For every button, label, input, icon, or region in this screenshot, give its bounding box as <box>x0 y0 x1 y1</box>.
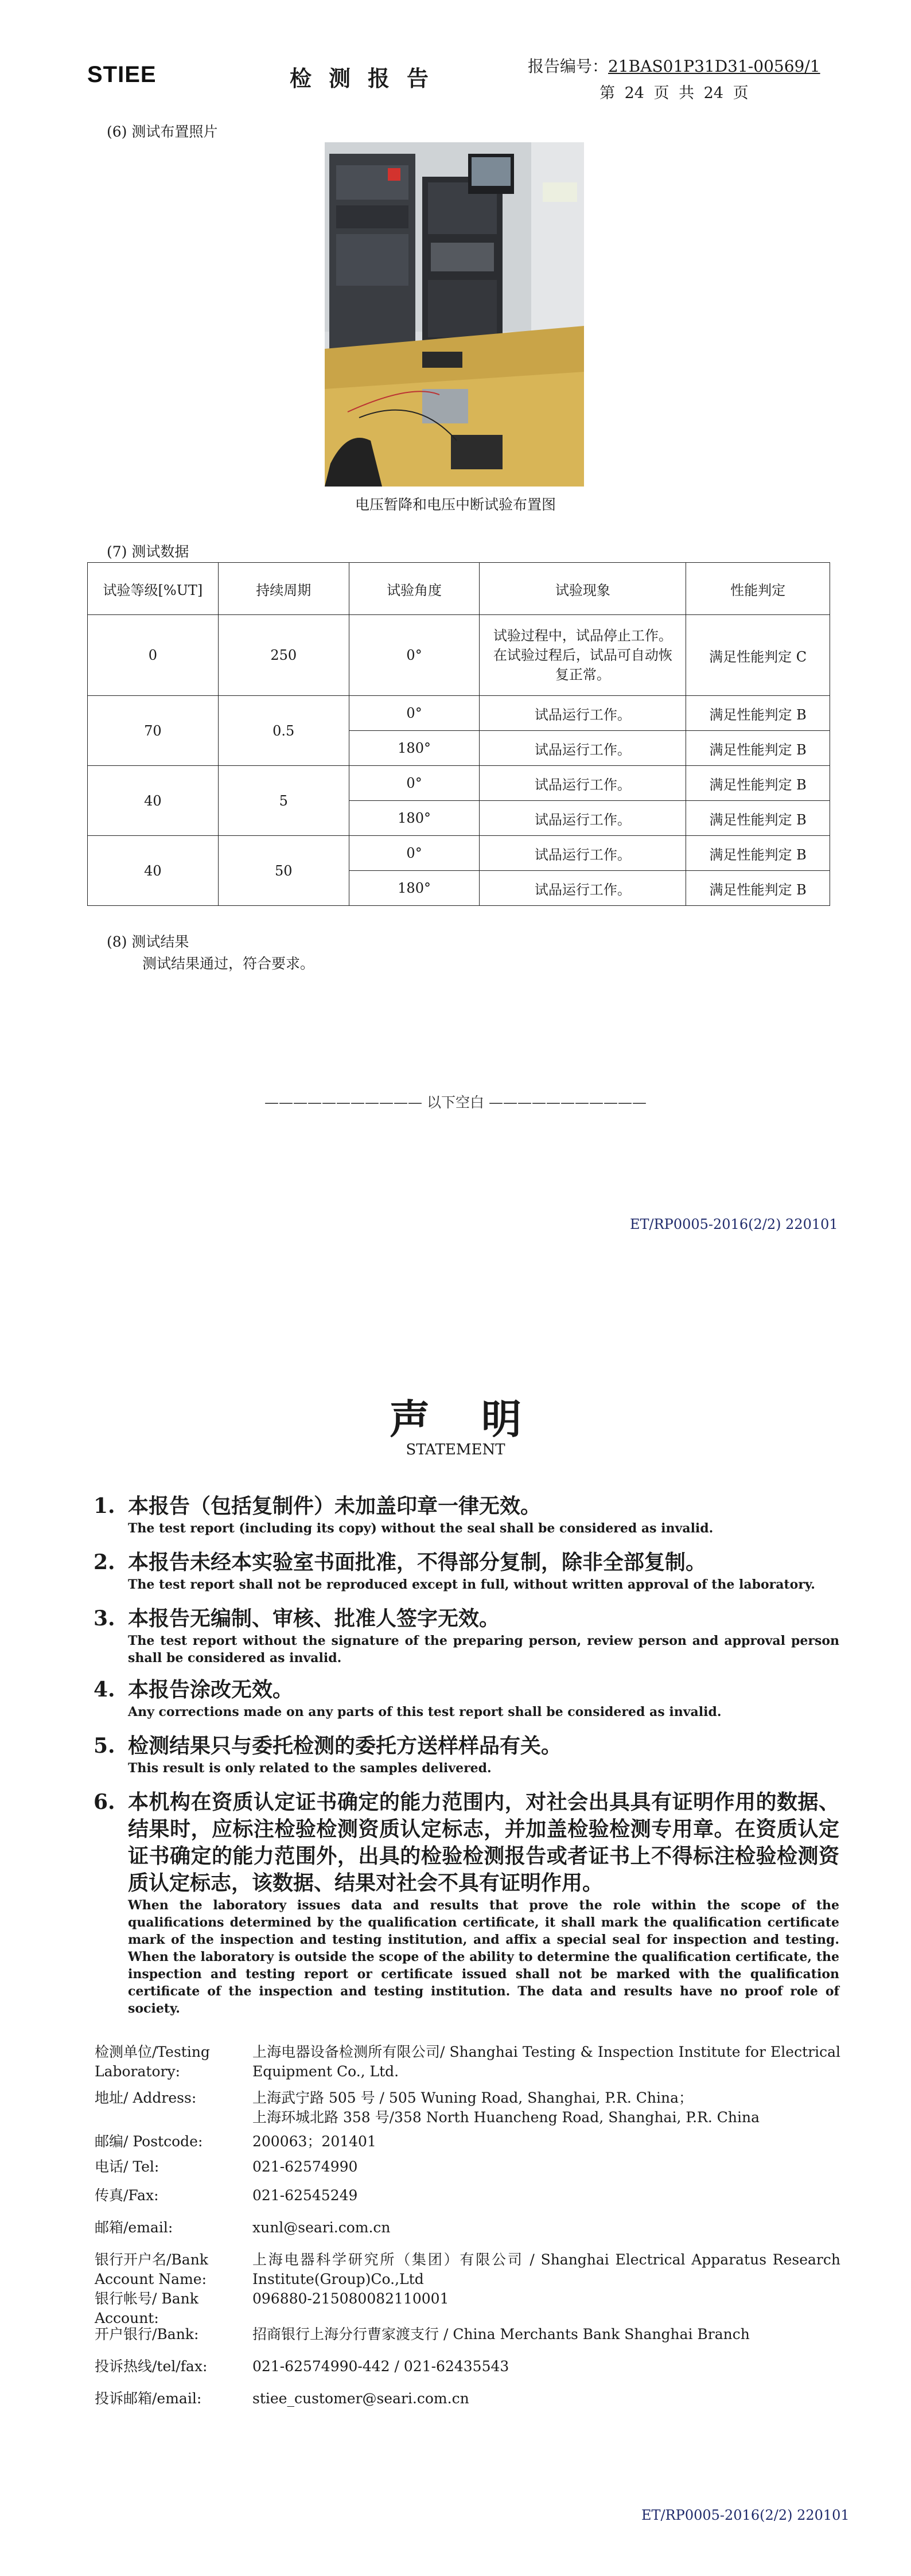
statement-item <box>94 1549 839 1593</box>
item-en: This result is only related to the samples delivered. <box>128 1761 492 1776</box>
table-header: 试验现象 <box>480 563 686 615</box>
contact-label: 投诉热线/tel/fax: <box>95 2358 208 2375</box>
table-row <box>88 696 830 731</box>
statement-item <box>94 1493 839 1537</box>
contact-value: 上海电器设备检测所有限公司/ Shanghai Testing & Inspection Institute for Electrical Equipment Co., Ltd. <box>252 2044 840 2080</box>
item-en: When the laboratory issues data and results that prove the role within the scope of the qualifications determined by the qualification certificate, it shall mark the qualification certificate mark of the inspection and testing institution, and affix a special seal for inspection and testing. When the laboratory is outside the scope of the ability to determine the qualification certificate, the inspection and testing report or certificate issued shall not be marked with the qualification certificate of the inspection and testing institution. The data and results have no proof role of society. <box>128 1898 839 2016</box>
contact-row <box>95 2247 840 2289</box>
blank-below-marker: ——————————— 以下空白 ——————————— <box>264 1094 647 1111</box>
contact-label: 邮箱/email: <box>95 2219 173 2236</box>
table-cell: 满足性能判定 B <box>686 731 830 766</box>
table-header: 性能判定 <box>686 563 830 615</box>
table-cell: 40 <box>88 836 219 906</box>
table-cell: 70 <box>88 696 219 766</box>
table-cell: 满足性能判定 B <box>686 696 830 731</box>
report-number-value: 21BAS01P31D31-00569/1 <box>608 57 820 76</box>
table-cell: 试品运行工作。 <box>480 836 686 871</box>
table-cell: 40 <box>88 766 219 836</box>
table-cell: 试品运行工作。 <box>480 766 686 801</box>
contact-label: 投诉邮箱/email: <box>95 2390 202 2407</box>
contact-label: 邮编/ Postcode: <box>95 2133 203 2150</box>
contact-row <box>95 2042 840 2085</box>
contact-label: 银行帐号/ Bank Account: <box>95 2290 198 2326</box>
item-zh: 本报告未经本实验室书面批准，不得部分复制，除非全部复制。 <box>128 1550 707 1574</box>
item-en: The test report without the signature of the preparing person, review person and approval person shall be considered as invalid. <box>128 1633 839 1666</box>
item-number: 1. <box>94 1494 115 1518</box>
section-8-text: 测试结果通过，符合要求。 <box>142 955 315 972</box>
item-en: The test report (including its copy) without the seal shall be considered as invalid. <box>128 1521 714 1536</box>
statement-item <box>94 1605 839 1667</box>
company-logo: STIEE <box>87 62 157 87</box>
report-title: 检测报告 <box>290 65 446 91</box>
item-number: 5. <box>94 1734 115 1758</box>
contact-label: 银行开户名/Bank Account Name: <box>95 2251 208 2287</box>
table-cell: 满足性能判定 B <box>686 836 830 871</box>
item-number: 2. <box>94 1550 115 1574</box>
contact-row <box>95 2289 840 2326</box>
contact-label: 检测单位/Testing Laboratory: <box>95 2044 210 2080</box>
contact-row <box>95 2322 840 2355</box>
contact-row <box>95 2132 840 2157</box>
table-header: 试验等级[%UT] <box>88 563 219 615</box>
statement-item <box>94 1676 839 1721</box>
section-6-label: (6) 测试布置照片 <box>107 123 218 140</box>
statement-subtitle: STATEMENT <box>406 1441 505 1458</box>
contact-label: 传真/Fax: <box>95 2187 159 2204</box>
contact-info <box>95 2042 840 2417</box>
contact-value: xunl@seari.com.cn <box>252 2219 391 2236</box>
table-cell: 0° <box>349 615 480 696</box>
table-cell: 试验过程中，试品停止工作。在试验过程后，试品可自动恢复正常。 <box>480 615 686 696</box>
table-header-row <box>88 563 830 615</box>
table-cell: 0° <box>349 836 480 871</box>
contact-row <box>95 2215 840 2247</box>
contact-row <box>95 2355 840 2387</box>
table-header: 试验角度 <box>349 563 480 615</box>
contact-value: 096880-215080082110001 <box>252 2290 449 2307</box>
contact-row <box>95 2182 840 2215</box>
table-cell: 180° <box>349 731 480 766</box>
table-row <box>88 766 830 801</box>
table-cell: 试品运行工作。 <box>480 696 686 731</box>
test-data-table <box>87 562 830 906</box>
contact-value: stiee_customer@seari.com.cn <box>252 2390 469 2407</box>
table-cell: 试品运行工作。 <box>480 871 686 906</box>
footer-code: ET/RP0005-2016(2/2) 220101 <box>641 2507 850 2523</box>
table-cell: 5 <box>218 766 349 836</box>
contact-row <box>95 2088 840 2132</box>
contact-row <box>95 2157 840 2182</box>
item-number: 3. <box>94 1606 115 1631</box>
footer-code: ET/RP0005-2016(2/2) 220101 <box>630 1216 838 1232</box>
table-cell: 满足性能判定 B <box>686 801 830 836</box>
table-row <box>88 615 830 696</box>
table-cell: 满足性能判定 C <box>686 615 830 696</box>
contact-value-2: 上海环城北路 358 号/358 North Huancheng Road, Shanghai, P.R. China <box>252 2109 760 2126</box>
contact-label: 开户银行/Bank: <box>95 2326 199 2342</box>
contact-label: 地址/ Address: <box>95 2089 197 2106</box>
contact-row <box>95 2387 840 2417</box>
item-zh: 本报告无编制、审核、批准人签字无效。 <box>128 1606 500 1631</box>
table-cell: 0.5 <box>218 696 349 766</box>
table-cell: 0° <box>349 696 480 731</box>
section-8-label: (8) 测试结果 <box>107 933 189 950</box>
item-en: The test report shall not be reproduced except in full, without written approval of the laboratory. <box>128 1577 815 1592</box>
table-cell: 250 <box>218 615 349 696</box>
table-cell: 满足性能判定 B <box>686 766 830 801</box>
table-header: 持续周期 <box>218 563 349 615</box>
report-number <box>528 54 820 77</box>
photo-caption: 电压暂降和电压中断试验布置图 <box>355 496 556 513</box>
table-cell: 试品运行工作。 <box>480 801 686 836</box>
table-cell: 180° <box>349 801 480 836</box>
item-zh: 检测结果只与委托检测的委托方送样样品有关。 <box>128 1734 562 1758</box>
table-cell: 50 <box>218 836 349 906</box>
report-number-label: 报告编号： <box>528 57 609 76</box>
test-setup-photo <box>325 142 584 487</box>
table-cell: 0 <box>88 615 219 696</box>
item-zh: 本报告涂改无效。 <box>128 1678 294 1702</box>
table-cell: 满足性能判定 B <box>686 871 830 906</box>
statement-item <box>94 1733 839 1777</box>
item-number: 4. <box>94 1678 115 1702</box>
contact-label: 电话/ Tel: <box>95 2158 159 2175</box>
item-zh: 本机构在资质认定证书确定的能力范围内，对社会出具具有证明作用的数据、结果时，应标注检验检测资质认定标志，并加盖检验检测专用章。在资质认定证书确定的能力范围外，出具的检验检测报告或者证书上不得标注检验检测资质认定标志，该数据、结果对社会不具有证明作用。 <box>128 1790 839 1895</box>
statement-item <box>94 1789 839 2017</box>
contact-value: 上海武宁路 505 号 / 505 Wuning Road, Shanghai, P.R. China； <box>252 2089 693 2106</box>
statement-title: 声明 <box>390 1395 573 1443</box>
section-7-label: (7) 测试数据 <box>107 543 189 560</box>
item-zh: 本报告（包括复制件）未加盖印章一律无效。 <box>128 1494 542 1518</box>
contact-value: 021-62574990-442 / 021-62435543 <box>252 2358 509 2375</box>
table-cell: 0° <box>349 766 480 801</box>
contact-value: 招商银行上海分行曹家渡支行 / China Merchants Bank Shanghai Branch <box>252 2326 750 2342</box>
test-setup-photo-illustration <box>325 142 584 487</box>
page-info: 第 24 页 共 24 页 <box>599 84 749 102</box>
contact-value: 上海电器科学研究所（集团）有限公司 / Shanghai Electrical Apparatus Research Institute(Group)Co.,Ltd <box>252 2251 840 2287</box>
table-cell: 180° <box>349 871 480 906</box>
contact-value: 021-62574990 <box>252 2158 358 2175</box>
contact-value: 021-62545249 <box>252 2187 358 2204</box>
contact-value: 200063；201401 <box>252 2133 376 2150</box>
table-cell: 试品运行工作。 <box>480 731 686 766</box>
table-row <box>88 836 830 871</box>
item-en: Any corrections made on any parts of this test report shall be considered as invalid. <box>128 1705 722 1719</box>
item-number: 6. <box>94 1790 115 1814</box>
